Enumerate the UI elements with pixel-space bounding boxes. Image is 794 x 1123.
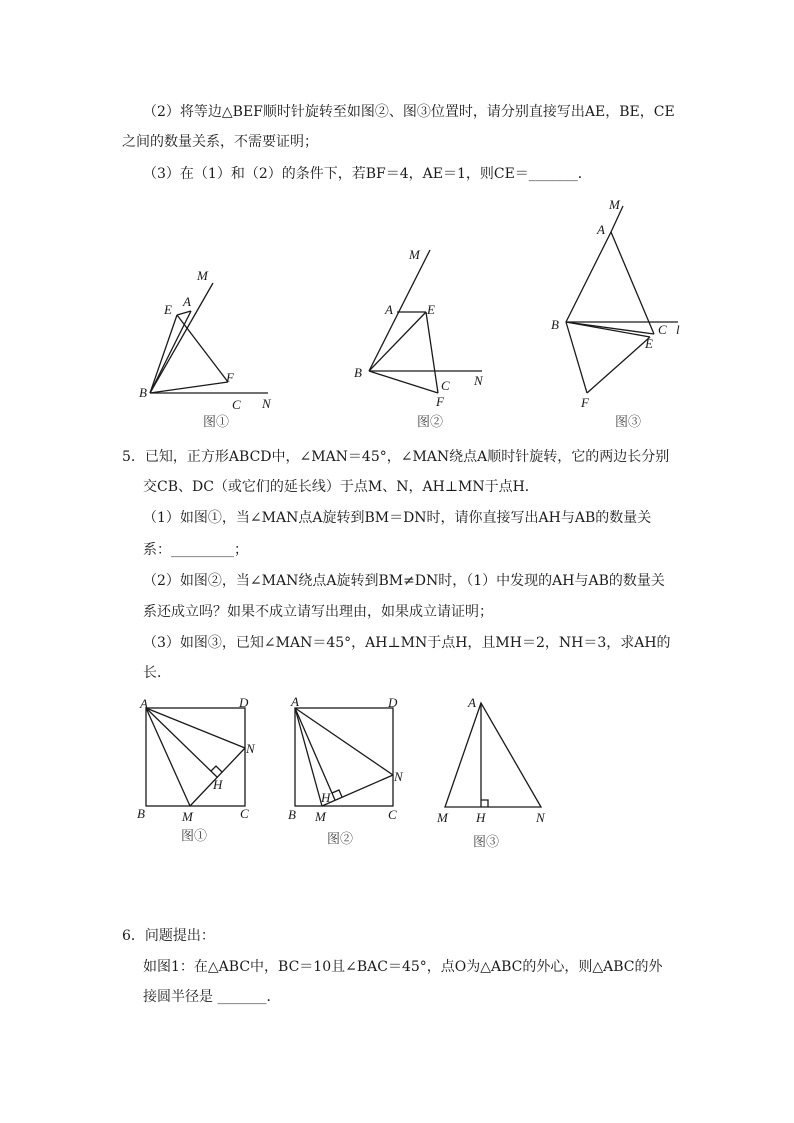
p4-fig1-caption: 图①	[203, 414, 230, 429]
p4-fig2-label-e: E	[427, 302, 435, 317]
p4-fig1-label-m: M	[197, 268, 208, 283]
p5-line2: 交CB、DC（或它们的延长线）于点M、N，AH⊥MN于点H．	[143, 479, 539, 495]
p5-fig1-label-h: H	[213, 777, 223, 792]
p4-fig3-caption: 图③	[615, 414, 642, 429]
p5-part3-line1: （3）如图③，已知∠MAN＝45°，AH⊥MN于点H，且MH＝2，NH＝3，求AH的	[143, 635, 671, 651]
p5-fig2-label-a: A	[291, 694, 299, 709]
p5-fig2	[288, 694, 404, 846]
p5-fig2-caption: 图②	[327, 831, 354, 846]
p6-line2: 如图1：在△ABC中，BC＝10且∠BAC＝45°，点O为△ABC的外心，则△ABC的外	[143, 959, 663, 975]
p5-fig1-label-a: A	[140, 696, 148, 711]
p5-fig3-label-a: A	[468, 695, 476, 710]
p4-fig1-label-e: E	[164, 302, 172, 317]
p5-fig3	[436, 695, 546, 849]
p4-fig1-label-n: N	[262, 396, 271, 411]
p4-fig3-label-f: F	[581, 395, 589, 410]
p5-fig3-label-n: N	[536, 810, 545, 825]
p4-fig2-label-n: N	[474, 373, 483, 388]
p4-fig3-label-e: E	[645, 336, 653, 351]
p4-fig1-label-b: B	[139, 385, 147, 400]
p5-fig1-label-m: M	[182, 809, 193, 824]
p5-fig2-label-h: H	[321, 790, 331, 805]
p5-fig1-caption: 图①	[181, 828, 208, 843]
p4-fig2-caption: 图②	[417, 414, 444, 429]
p4-fig1-label-a: A	[183, 294, 191, 309]
p5-fig1	[137, 695, 256, 843]
p5-fig2-label-n: N	[394, 769, 403, 784]
p4-part3-line1: （3）在（1）和（2）的条件下，若BF＝4，AE＝1，则CE＝_______．	[143, 166, 592, 182]
p5-part2-line1: （2）如图②，当∠MAN绕点A旋转到BM≠DN时，（1）中发现的AH与AB的数量关	[143, 573, 665, 589]
p5-fig3-caption: 图③	[473, 834, 500, 849]
p5-part1-line1: （1）如图①，当∠MAN点A旋转到BM＝DN时，请你直接写出AH与AB的数量关	[143, 510, 652, 526]
p4-fig3-label-a: A	[597, 222, 605, 237]
p5-fig3-label-m: M	[437, 810, 448, 825]
p4-fig3-label-m: M	[609, 197, 620, 212]
p5-part3-line2: 长．	[143, 665, 171, 681]
p4-part2-line1: （2）将等边△BEF顺时针旋转至如图②、图③位置时，请分别直接写出AE，BE，CE	[143, 104, 675, 120]
p4-fig2-label-c: C	[441, 378, 450, 393]
p4-fig1-label-f: F	[226, 370, 234, 385]
p4-fig3-label-b: B	[551, 317, 559, 332]
p5-line1: 5．已知，正方形ABCD中，∠MAN＝45°，∠MAN绕点A顺时针旋转，它的两边长分别	[122, 449, 670, 465]
p5-fig1-label-d: D	[239, 695, 249, 710]
p5-fig1-label-c: C	[240, 806, 249, 821]
p5-fig2-label-c: C	[388, 807, 397, 822]
p5-fig3-label-h: H	[476, 810, 486, 825]
p4-fig3-label-edge: l	[676, 322, 680, 337]
p6-line3: 接圆半径是 _______．	[143, 989, 281, 1005]
p4-fig2-label-f: F	[436, 394, 444, 409]
p5-part1-line2: 系：_________；	[143, 542, 248, 558]
p5-fig2-label-m: M	[315, 809, 326, 824]
p4-fig1-label-c: C	[232, 397, 241, 412]
p5-fig1-label-n: N	[246, 741, 255, 756]
p5-part2-line2: 系还成立吗？如果不成立请写出理由，如果成立请证明；	[143, 604, 493, 620]
p5-fig2-label-b: B	[288, 807, 296, 822]
p4-fig2-label-b: B	[354, 365, 362, 380]
p4-fig3-label-c: C	[658, 322, 667, 337]
p4-part2-line2: 之间的数量关系，不需要证明；	[122, 134, 318, 150]
p4-fig2-label-a: A	[385, 302, 393, 317]
p5-fig2-label-d: D	[388, 695, 398, 710]
p6-line1: 6．问题提出：	[122, 928, 215, 944]
p5-fig1-label-b: B	[137, 806, 145, 821]
p4-fig2-label-m: M	[409, 247, 420, 262]
